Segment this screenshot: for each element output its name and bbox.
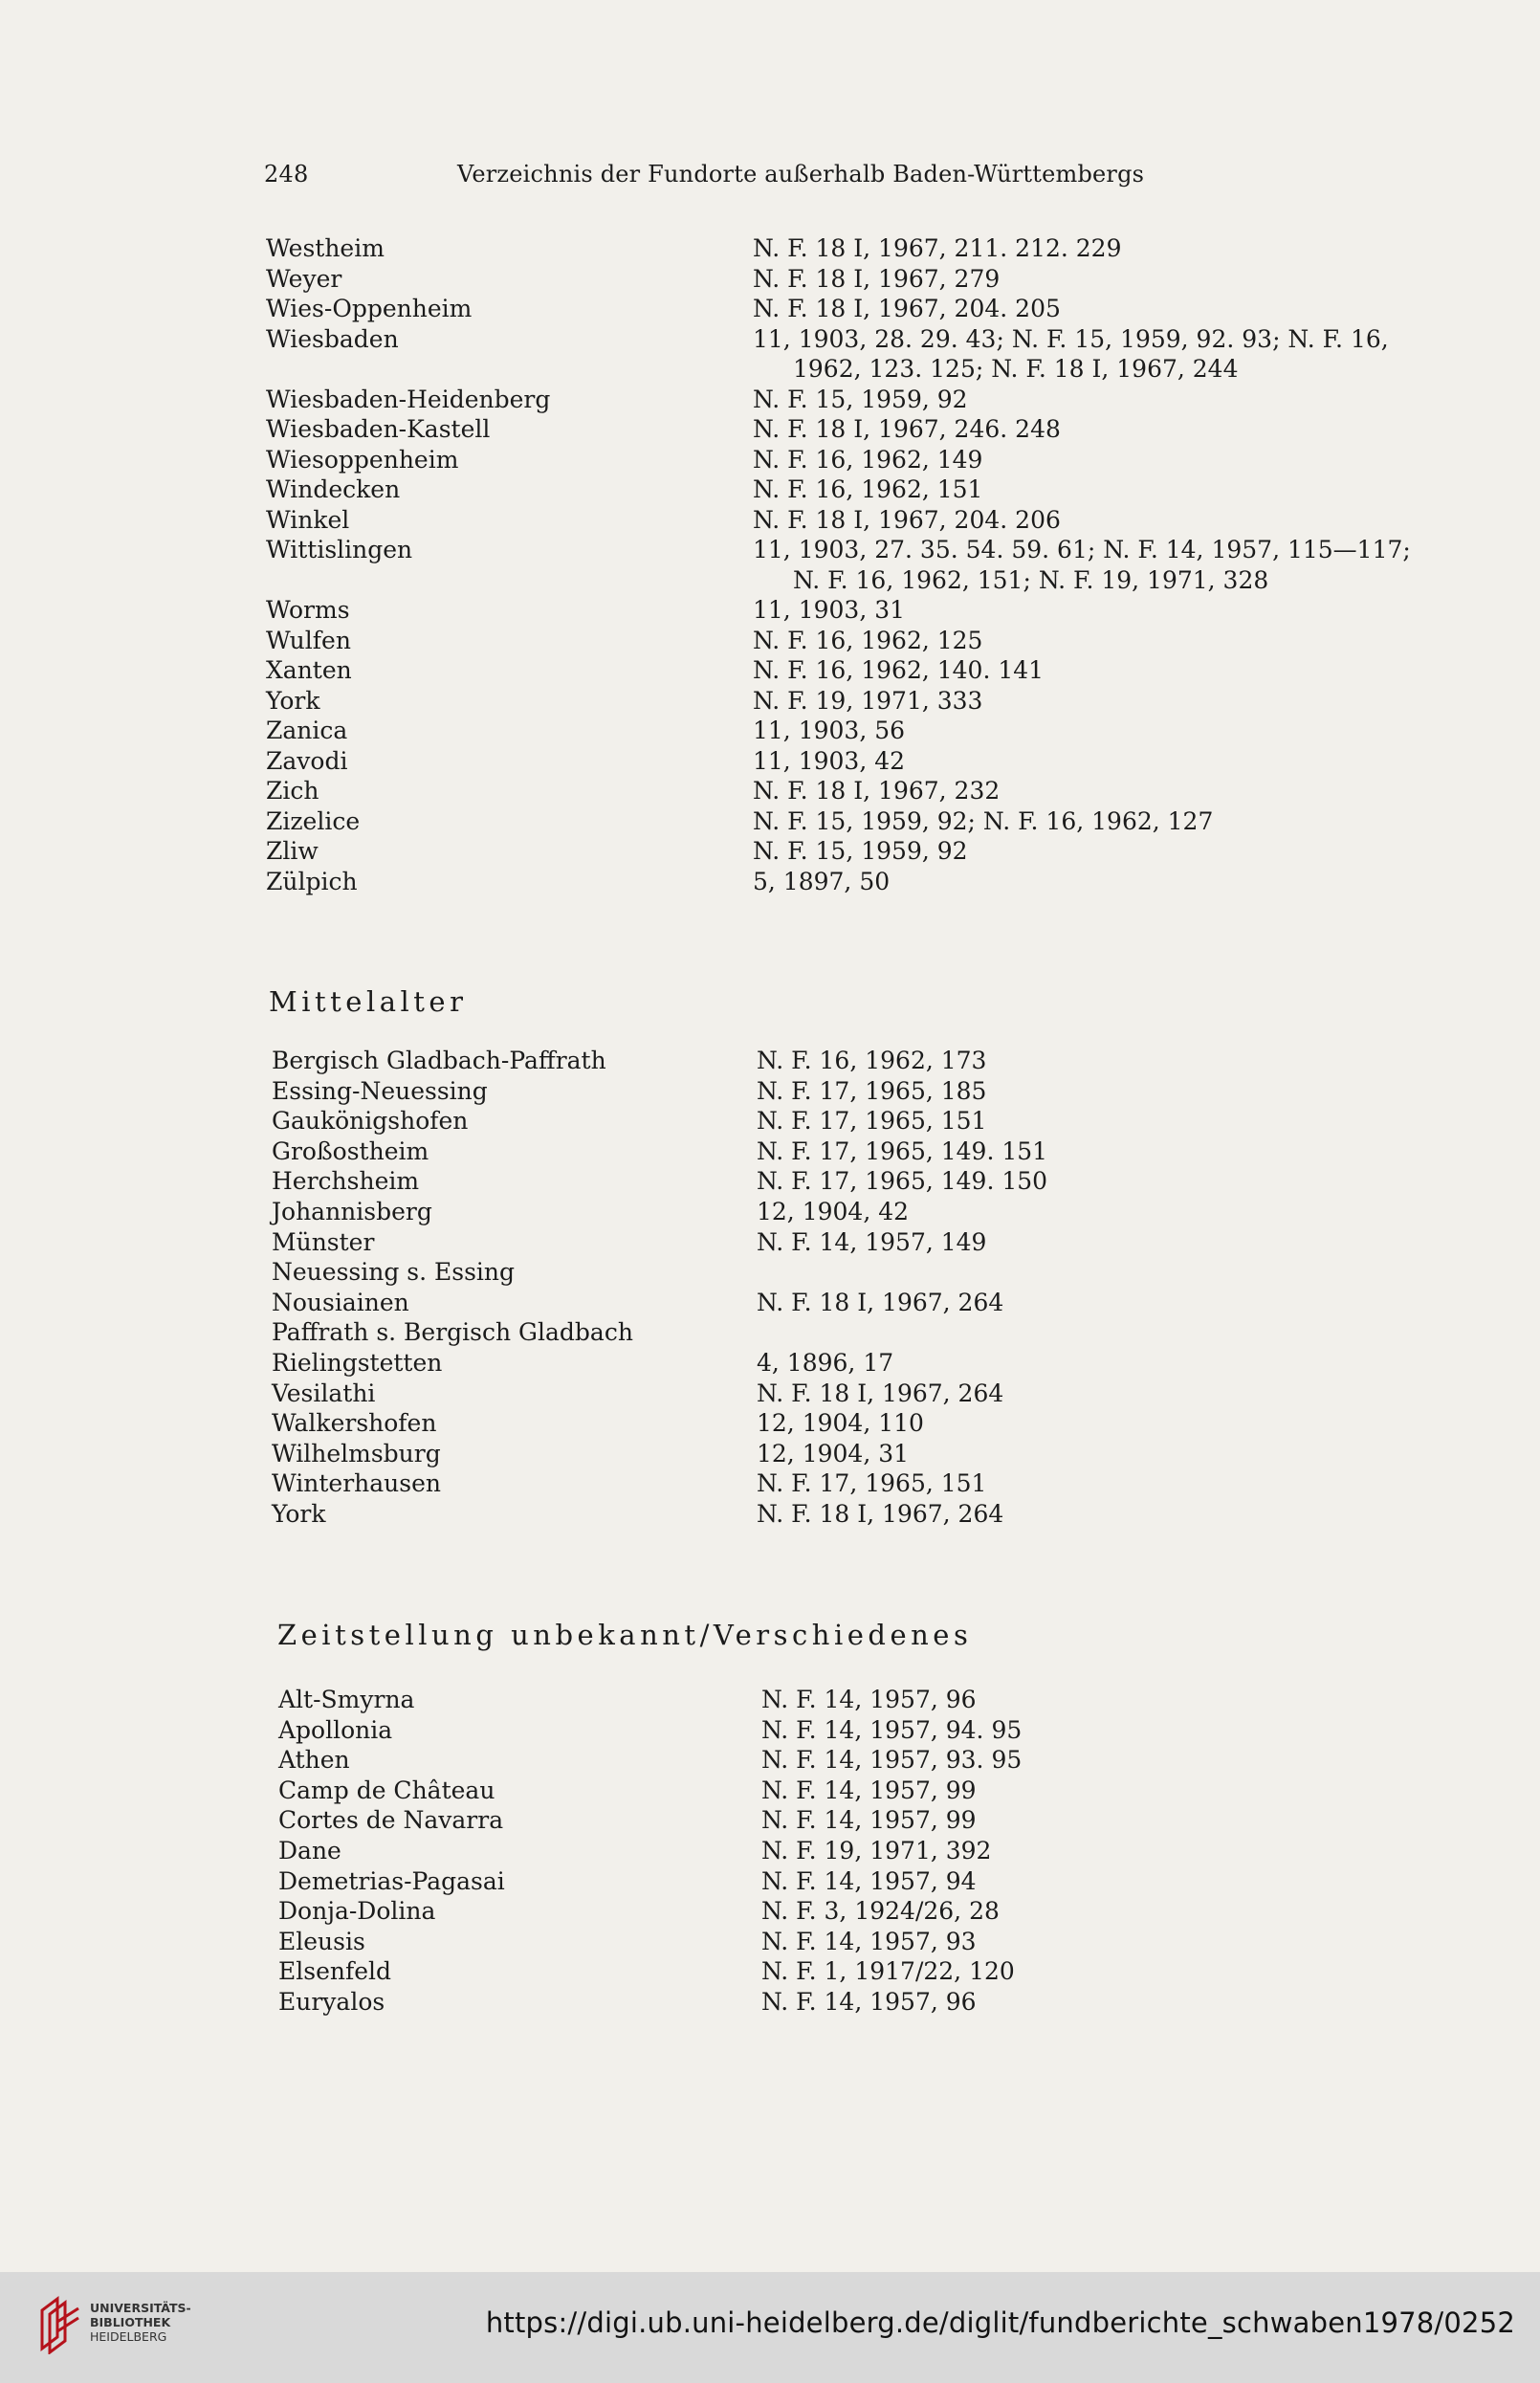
place-name: Herchsheim <box>272 1167 420 1196</box>
place-name: York <box>266 686 320 715</box>
reference: N. F. 18 I, 1967, 211. 212. 229 <box>753 234 1122 262</box>
reference: N. F. 18 I, 1967, 246. 248 <box>753 415 1061 443</box>
reference: N. F. 17, 1965, 151 <box>757 1469 987 1498</box>
reference: N. F. 17, 1965, 185 <box>757 1076 987 1105</box>
reference: N. F. 14, 1957, 96 <box>761 1988 977 2016</box>
place-name: Windecken <box>266 475 401 503</box>
reference: N. F. 14, 1957, 94. 95 <box>761 1715 1023 1744</box>
reference: N. F. 14, 1957, 149 <box>757 1227 987 1256</box>
place-name: Zanica <box>266 717 348 744</box>
reference: N. F. 16, 1962, 125 <box>753 626 983 654</box>
place-name: Johannisberg <box>272 1198 432 1225</box>
reference: N. F. 14, 1957, 94 <box>761 1866 977 1895</box>
place-name: York <box>272 1500 326 1528</box>
footer-bar <box>0 2272 1540 2383</box>
reference: N. F. 3, 1924/26, 28 <box>761 1897 1000 1926</box>
reference: 12, 1904, 31 <box>757 1439 910 1467</box>
place-name: Dane <box>278 1837 341 1864</box>
reference: N. F. 16, 1962, 151 <box>753 475 983 503</box>
place-name: Donja-Dolina <box>278 1897 436 1926</box>
reference-continuation: 1962, 123. 125; N. F. 18 I, 1967, 244 <box>793 355 1239 383</box>
reference: N. F. 14, 1957, 99 <box>761 1776 977 1804</box>
place-name: Walkershofen <box>272 1409 437 1438</box>
place-name: Zavodi <box>266 746 348 775</box>
library-logo-icon <box>36 2293 84 2354</box>
reference: N. F. 18 I, 1967, 279 <box>753 264 1001 293</box>
section-title-mittelalter: Mittelalter <box>269 985 468 1018</box>
reference: N. F. 18 I, 1967, 204. 205 <box>753 295 1061 322</box>
place-name: Wies-Oppenheim <box>266 295 473 322</box>
library-name-line2: BIBLIOTHEK <box>90 2315 171 2329</box>
place-name: Cortes de Navarra <box>278 1806 504 1835</box>
library-name-line3: HEIDELBERG <box>90 2329 167 2344</box>
place-name: Wiesbaden <box>266 324 399 353</box>
place-name: Neuessing s. Essing <box>272 1258 516 1287</box>
place-name: Camp de Château <box>278 1776 495 1804</box>
reference: 5, 1897, 50 <box>753 867 891 895</box>
place-name: Zich <box>266 777 319 805</box>
reference: 12, 1904, 42 <box>757 1198 910 1225</box>
reference-continuation: N. F. 16, 1962, 151; N. F. 19, 1971, 328 <box>793 565 1269 594</box>
library-name <box>90 2301 191 2344</box>
reference: 11, 1903, 56 <box>753 717 906 744</box>
place-name: Elsenfeld <box>278 1957 392 1986</box>
place-name: Wilhelmsburg <box>272 1439 441 1467</box>
place-name: Nousiainen <box>272 1288 409 1316</box>
reference: N. F. 19, 1971, 333 <box>753 686 983 715</box>
running-head: Verzeichnis der Fundorte außerhalb Baden-Württembergs <box>457 161 1145 188</box>
reference: N. F. 14, 1957, 93. 95 <box>761 1746 1023 1775</box>
reference: N. F. 18 I, 1967, 264 <box>757 1379 1004 1407</box>
place-name: Zizelice <box>266 806 361 835</box>
reference: N. F. 18 I, 1967, 232 <box>753 777 1001 805</box>
place-name: Wiesbaden-Kastell <box>266 415 491 443</box>
reference: N. F. 15, 1959, 92; N. F. 16, 1962, 127 <box>753 806 1214 835</box>
reference: 11, 1903, 31 <box>753 596 906 624</box>
reference: 11, 1903, 27. 35. 54. 59. 61; N. F. 14, 1957, 115—117; <box>753 536 1411 563</box>
section-title-zeitstellung: Zeitstellung unbekannt/Verschiedenes <box>277 1619 973 1651</box>
reference: N. F. 18 I, 1967, 264 <box>757 1288 1004 1316</box>
place-name: Zülpich <box>266 867 358 895</box>
source-url-link[interactable]: https://digi.ub.uni-heidelberg.de/diglit/fundberichte_schwaben1978/0252 <box>485 2306 1515 2339</box>
reference: 11, 1903, 42 <box>753 746 906 775</box>
place-name: Westheim <box>266 234 385 262</box>
place-name: Zliw <box>266 837 319 865</box>
place-name: Athen <box>278 1746 350 1775</box>
place-name: Winterhausen <box>272 1469 441 1498</box>
place-name: Apollonia <box>278 1715 393 1744</box>
place-name: Demetrias-Pagasai <box>278 1866 505 1895</box>
reference: 11, 1903, 28. 29. 43; N. F. 15, 1959, 92. 93; N. F. 16, <box>753 324 1389 353</box>
place-name: Essing-Neuessing <box>272 1076 488 1105</box>
reference: N. F. 16, 1962, 149 <box>753 445 983 474</box>
reference: N. F. 14, 1957, 93 <box>761 1927 977 1955</box>
reference: N. F. 14, 1957, 99 <box>761 1806 977 1835</box>
place-name: Eleusis <box>278 1927 365 1955</box>
reference: N. F. 15, 1959, 92 <box>753 385 968 413</box>
place-name: Wulfen <box>266 626 351 654</box>
place-name: Großostheim <box>272 1136 429 1165</box>
place-name: Wiesoppenheim <box>266 445 459 474</box>
reference: N. F. 17, 1965, 149. 151 <box>757 1136 1048 1165</box>
page-number: 248 <box>264 161 309 188</box>
place-name: Weyer <box>266 264 342 293</box>
reference: N. F. 17, 1965, 151 <box>757 1107 987 1136</box>
library-name-line1: UNIVERSITÄTS- <box>90 2301 191 2315</box>
place-name: Wiesbaden-Heidenberg <box>266 385 551 413</box>
reference: N. F. 14, 1957, 96 <box>761 1686 977 1713</box>
place-name: Rielingstetten <box>272 1349 443 1377</box>
place-name: Wittislingen <box>266 536 413 563</box>
reference: N. F. 1, 1917/22, 120 <box>761 1957 1015 1986</box>
reference: 12, 1904, 110 <box>757 1409 924 1438</box>
place-name: Gaukönigshofen <box>272 1107 469 1136</box>
reference: 4, 1896, 17 <box>757 1349 894 1377</box>
place-name: Alt-Smyrna <box>278 1686 415 1713</box>
place-name: Winkel <box>266 505 350 534</box>
place-name: Xanten <box>266 656 352 684</box>
place-name: Euryalos <box>278 1988 385 2016</box>
place-name: Vesilathi <box>272 1379 376 1407</box>
reference: N. F. 18 I, 1967, 204. 206 <box>753 505 1061 534</box>
reference: N. F. 18 I, 1967, 264 <box>757 1500 1004 1528</box>
reference: N. F. 19, 1971, 392 <box>761 1837 992 1864</box>
place-name: Worms <box>266 596 350 624</box>
reference: N. F. 16, 1962, 173 <box>757 1047 987 1074</box>
reference: N. F. 15, 1959, 92 <box>753 837 968 865</box>
place-name: Münster <box>272 1227 375 1256</box>
reference: N. F. 17, 1965, 149. 150 <box>757 1167 1048 1196</box>
place-name: Paffrath s. Bergisch Gladbach <box>272 1318 633 1347</box>
reference: N. F. 16, 1962, 140. 141 <box>753 656 1045 684</box>
place-name: Bergisch Gladbach-Paffrath <box>272 1047 606 1074</box>
